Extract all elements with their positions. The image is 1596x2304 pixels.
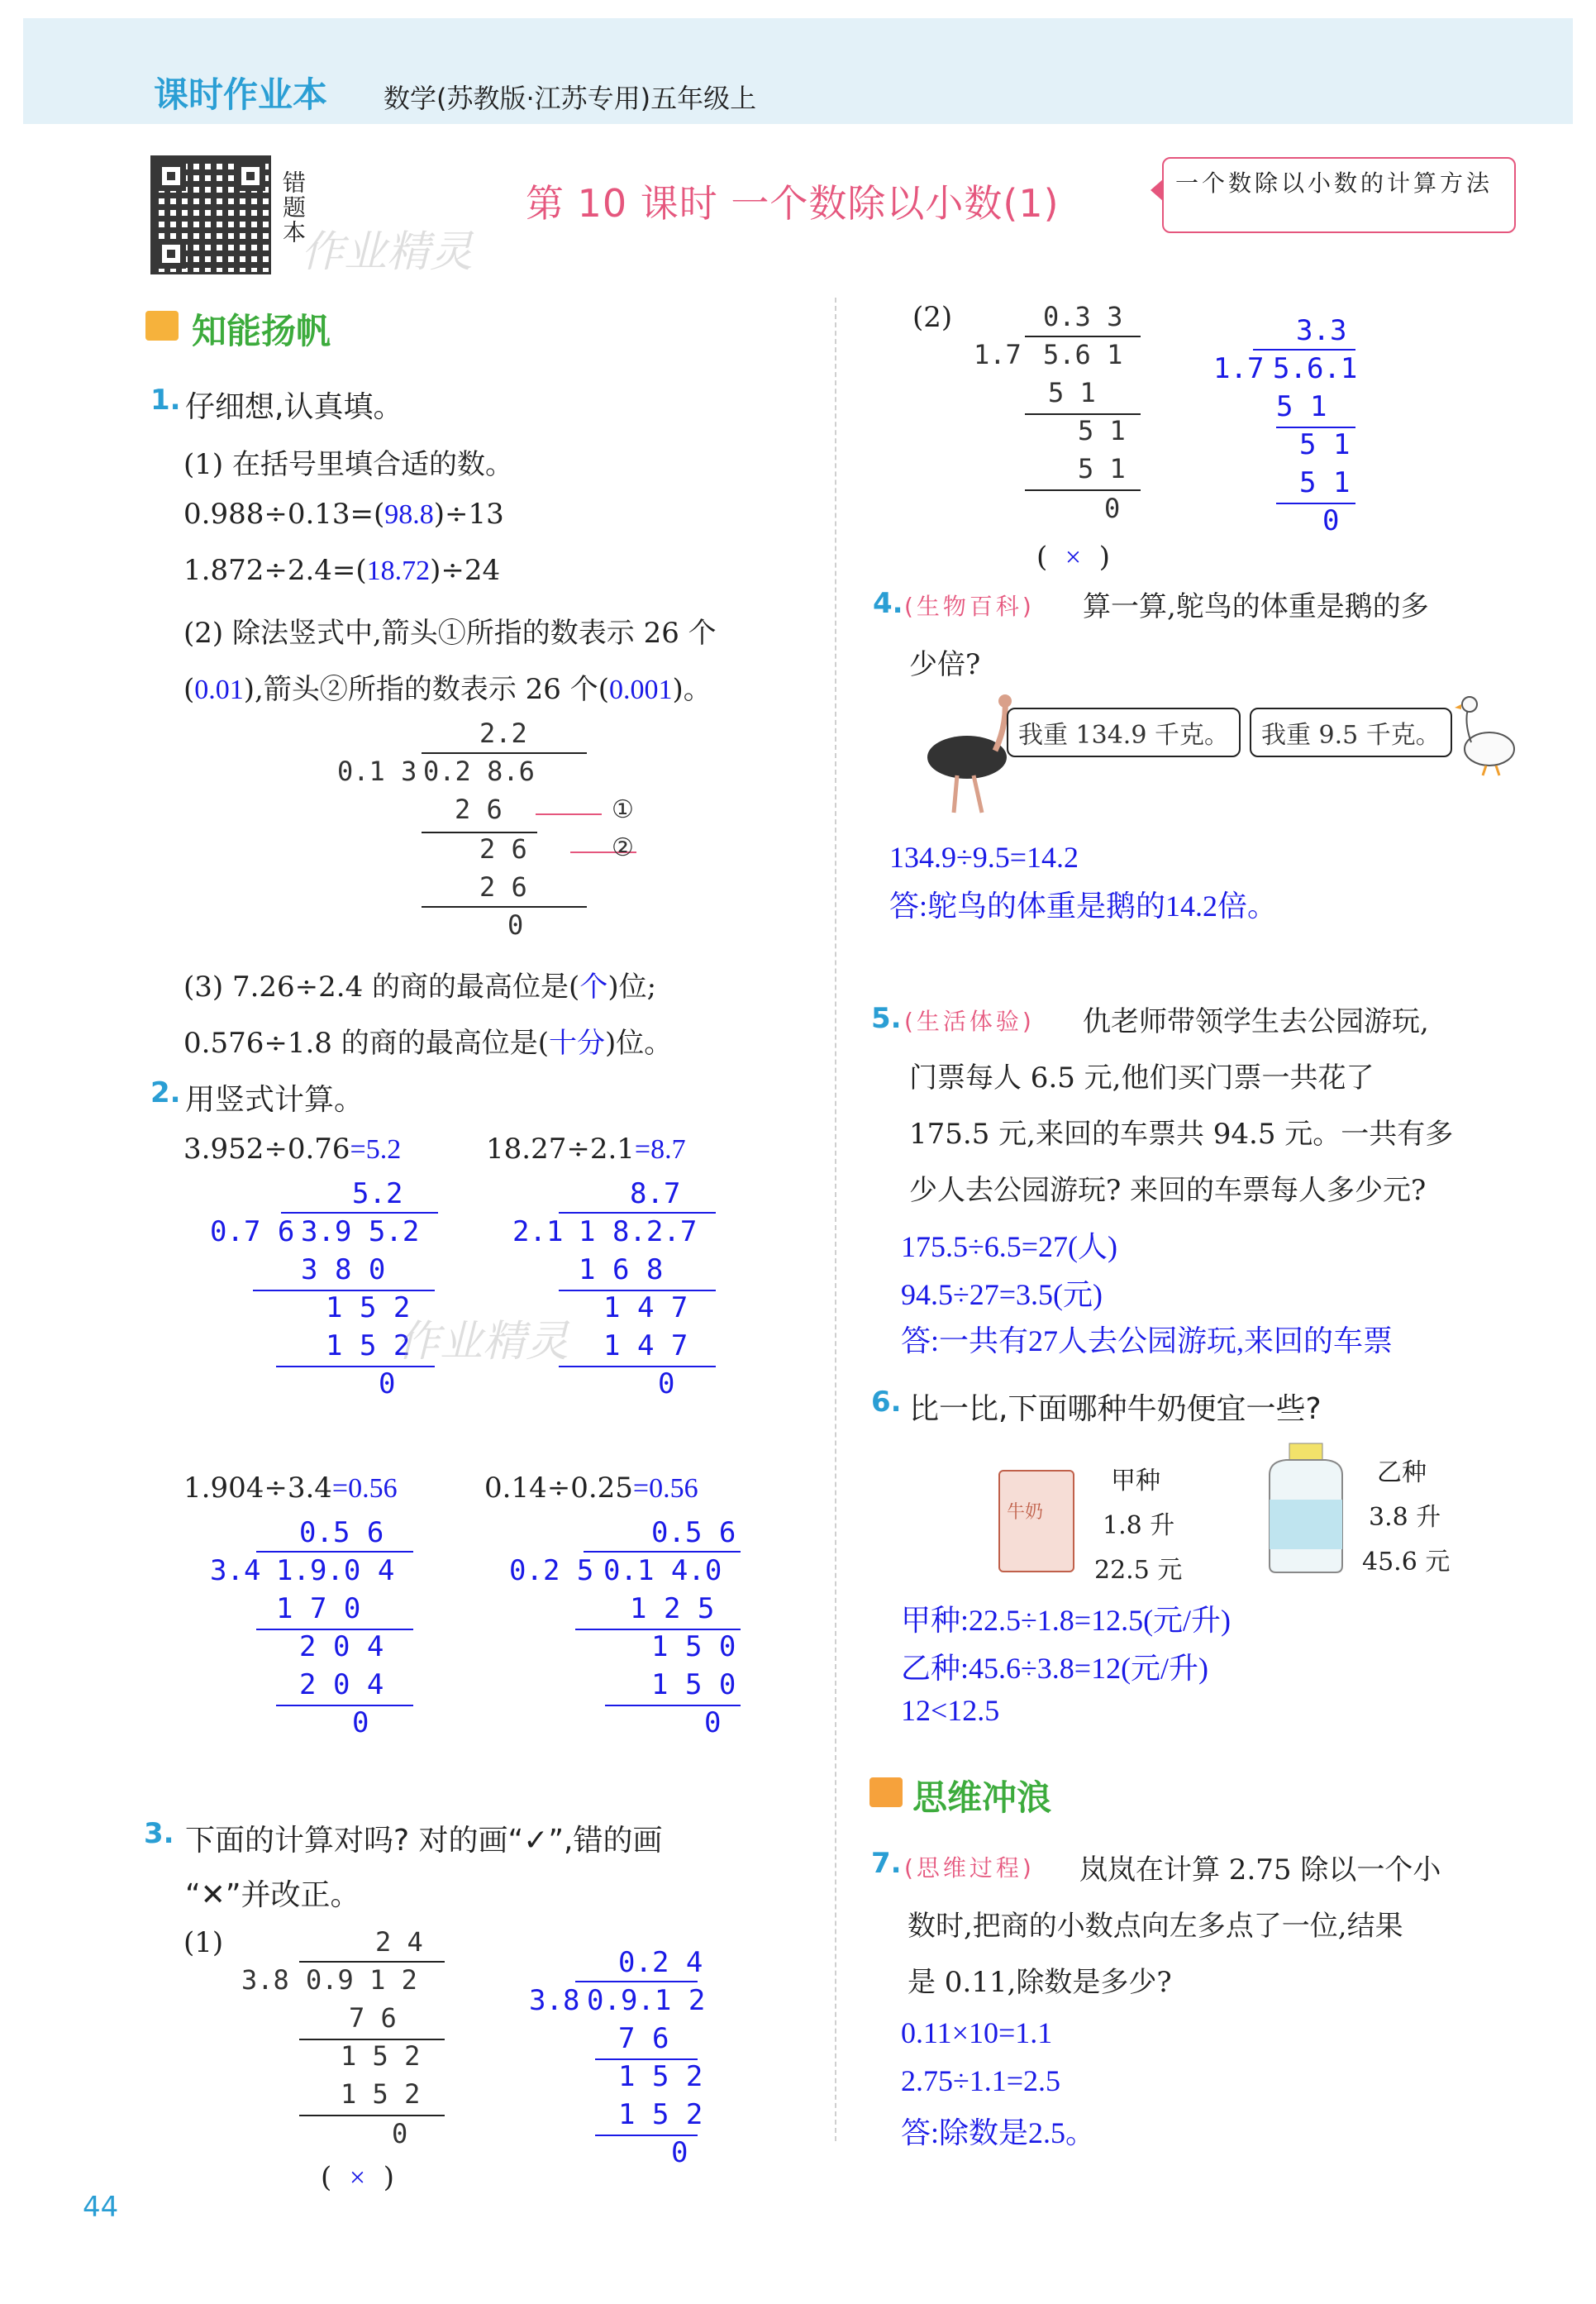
column-divider xyxy=(835,298,836,2141)
answer: 18.72 xyxy=(366,556,431,586)
q6-answer-1: 甲种:22.5÷1.8=12.5(元/升) xyxy=(901,1604,1232,1637)
milk-a-volume: 1.8 升 xyxy=(1103,1511,1175,1540)
q3-line2: “✕”并改正。 xyxy=(185,1878,360,1912)
watermark: 作业精灵 xyxy=(301,227,474,277)
q5-answer-1: 175.5÷6.5=27(人) xyxy=(901,1230,1118,1263)
q7-line3: 是 0.11,除数是多少? xyxy=(908,1966,1172,1999)
q6-number: 6. xyxy=(871,1386,902,1419)
q1-line-a: 0.988÷0.13=(98.8)÷13 xyxy=(183,498,504,531)
q1-long-division: 2.2 0.1 3 0.2 8.6 2 6 2 6 2 6 0 ① ② xyxy=(331,711,793,942)
q5-line4: 少人去公园游玩? 来回的车票每人多少元? xyxy=(909,1174,1427,1207)
q4-answer-1: 134.9÷9.5=14.2 xyxy=(889,841,1079,874)
page-number: 44 xyxy=(83,2191,119,2224)
q4-line2: 少倍? xyxy=(909,648,981,681)
milk-a-name: 甲种 xyxy=(1111,1467,1160,1495)
q4-answer-2: 答:鸵鸟的体重是鹅的14.2倍。 xyxy=(889,890,1278,923)
q1-part3-line2: 0.576÷1.8 的商的最高位是(十分)位。 xyxy=(183,1027,673,1060)
q2b-long-division: 8.7 2.1 1 8.2.7 1 6 8 1 4 7 1 4 7 0 xyxy=(509,1177,724,1417)
q1-part2-line1: (2) 除法竖式中,箭头①所指的数表示 26 个 xyxy=(183,617,717,650)
q5-line2: 门票每人 6.5 元,他们买门票一共花了 xyxy=(909,1061,1374,1095)
q1-part2-line2: (0.01),箭头②所指的数表示 26 个(0.001)。 xyxy=(183,673,712,706)
q1-line-b: 1.872÷2.4=(18.72)÷24 xyxy=(183,554,501,587)
q2c-long-division: 0.5 6 3.4 1.9.0 4 1 7 0 2 0 4 2 0 4 0 xyxy=(207,1516,422,1756)
q7-line1: 岚岚在计算 2.75 除以一个小 xyxy=(1079,1853,1441,1887)
section-wave-icon xyxy=(869,1777,903,1807)
milk-carton-icon: 牛奶 xyxy=(998,1470,1074,1572)
book-title: 数学(苏教版·江苏专用)五年级上 xyxy=(384,83,757,114)
q2c-expression: 1.904÷3.4=0.56 xyxy=(183,1472,398,1505)
section-title: 思维冲浪 xyxy=(912,1777,1052,1818)
q2a-long-division: 5.2 0.7 6 3.9 5.2 3 8 0 1 5 2 1 5 2 0 xyxy=(207,1177,422,1417)
q3-line1: 下面的计算对吗? 对的画“✓”,错的画 xyxy=(185,1824,663,1858)
q7-answer-3: 答:除数是2.5。 xyxy=(901,2116,1096,2149)
q5-line3: 175.5 元,来回的车票共 94.5 元。一共有多 xyxy=(909,1118,1454,1151)
section-title: 知能扬帆 xyxy=(192,311,331,351)
q4-line1: 算一算,鸵鸟的体重是鹅的多 xyxy=(1083,590,1429,623)
q1-part3-line1: (3) 7.26÷2.4 的商的最高位是(个)位; xyxy=(183,971,657,1004)
milk-a-price: 22.5 元 xyxy=(1094,1556,1183,1585)
q4-number: 4. xyxy=(873,587,903,620)
q2d-expression: 0.14÷0.25=0.56 xyxy=(484,1472,698,1505)
q7-answer-1: 0.11×10=1.1 xyxy=(901,2016,1053,2049)
watermark: 作业精灵 xyxy=(397,1317,569,1367)
q7-answer-2: 2.75÷1.1=2.5 xyxy=(901,2064,1061,2097)
q2-number: 2. xyxy=(150,1076,181,1109)
q5-tag: (生活体验) xyxy=(904,1008,1035,1035)
answer: 十分 xyxy=(548,1028,605,1059)
answer: 个 xyxy=(579,972,608,1003)
q7-line2: 数时,把商的小数点向左多点了一位,结果 xyxy=(908,1910,1403,1943)
q5-line1: 仇老师带领学生去公园游玩, xyxy=(1083,1005,1429,1038)
q5-answer-2: 94.5÷27=3.5(元) xyxy=(901,1278,1103,1311)
milk-b-volume: 3.8 升 xyxy=(1369,1503,1441,1532)
lesson-title: 第 10 课时 一个数除以小数(1) xyxy=(526,181,1060,226)
error-book-label: 错题本 xyxy=(279,170,307,245)
q6-answer-2: 乙种:45.6÷3.8=12(元/升) xyxy=(901,1652,1209,1685)
q2-title: 用竖式计算。 xyxy=(185,1083,364,1117)
q1-part1: (1) 在括号里填合适的数。 xyxy=(183,448,513,481)
answer: 0.001 xyxy=(608,675,673,705)
q2b-expression: 18.27÷2.1=8.7 xyxy=(486,1133,686,1166)
q2d-long-division: 0.5 6 0.2 5 0.1 4.0 1 2 5 1 5 0 1 5 0 0 xyxy=(506,1516,754,1756)
q1-number: 1. xyxy=(150,384,181,417)
q3p1-original: (1) 2 4 3.8 0.9 1 2 7 6 1 5 2 1 5 2 0 ( × ) xyxy=(183,1926,448,2199)
q6-answer-3: 12<12.5 xyxy=(901,1694,1000,1727)
milk-b-name: 乙种 xyxy=(1377,1458,1427,1487)
q5-number: 5. xyxy=(871,1002,902,1035)
q4-tag: (生物百科) xyxy=(904,593,1035,620)
q7-number: 7. xyxy=(871,1847,902,1880)
q6-title: 比一比,下面哪种牛奶便宜一些? xyxy=(909,1392,1322,1426)
milk-b-price: 45.6 元 xyxy=(1362,1548,1451,1577)
qr-code-icon[interactable] xyxy=(150,155,271,274)
milk-jug-icon xyxy=(1261,1442,1351,1574)
q3p2-correction: 3.3 1.7 5.6.1 5 1 5 1 5 1 0 xyxy=(1213,314,1358,537)
q7-tag: (思维过程) xyxy=(904,1854,1035,1882)
q5-answer-3: 答:一共有27人去公园游玩,来回的车票 xyxy=(901,1324,1394,1357)
answer: 0.01 xyxy=(194,675,244,705)
brand-title: 课时作业本 xyxy=(154,74,328,115)
q1-title: 仔细想,认真填。 xyxy=(185,390,403,424)
goose-bubble: 我重 9.5 千克。 xyxy=(1250,708,1452,757)
answer: 98.8 xyxy=(384,499,434,530)
q3-number: 3. xyxy=(144,1817,174,1850)
ostrich-bubble: 我重 134.9 千克。 xyxy=(1007,708,1241,757)
goose-icon xyxy=(1453,694,1519,777)
lesson-topic: 一个数除以小数的计算方法 xyxy=(1162,157,1516,233)
section-flag-icon xyxy=(145,311,179,341)
q3p2-original: (2) 0.3 3 1.7 5.6 1 5 1 5 1 5 1 0 ( × ) xyxy=(912,301,1160,574)
q3p1-correction: 0.2 4 3.8 0.9.1 2 7 6 1 5 2 1 5 2 0 xyxy=(529,1946,706,2169)
q2a-expression: 3.952÷0.76=5.2 xyxy=(183,1133,402,1166)
